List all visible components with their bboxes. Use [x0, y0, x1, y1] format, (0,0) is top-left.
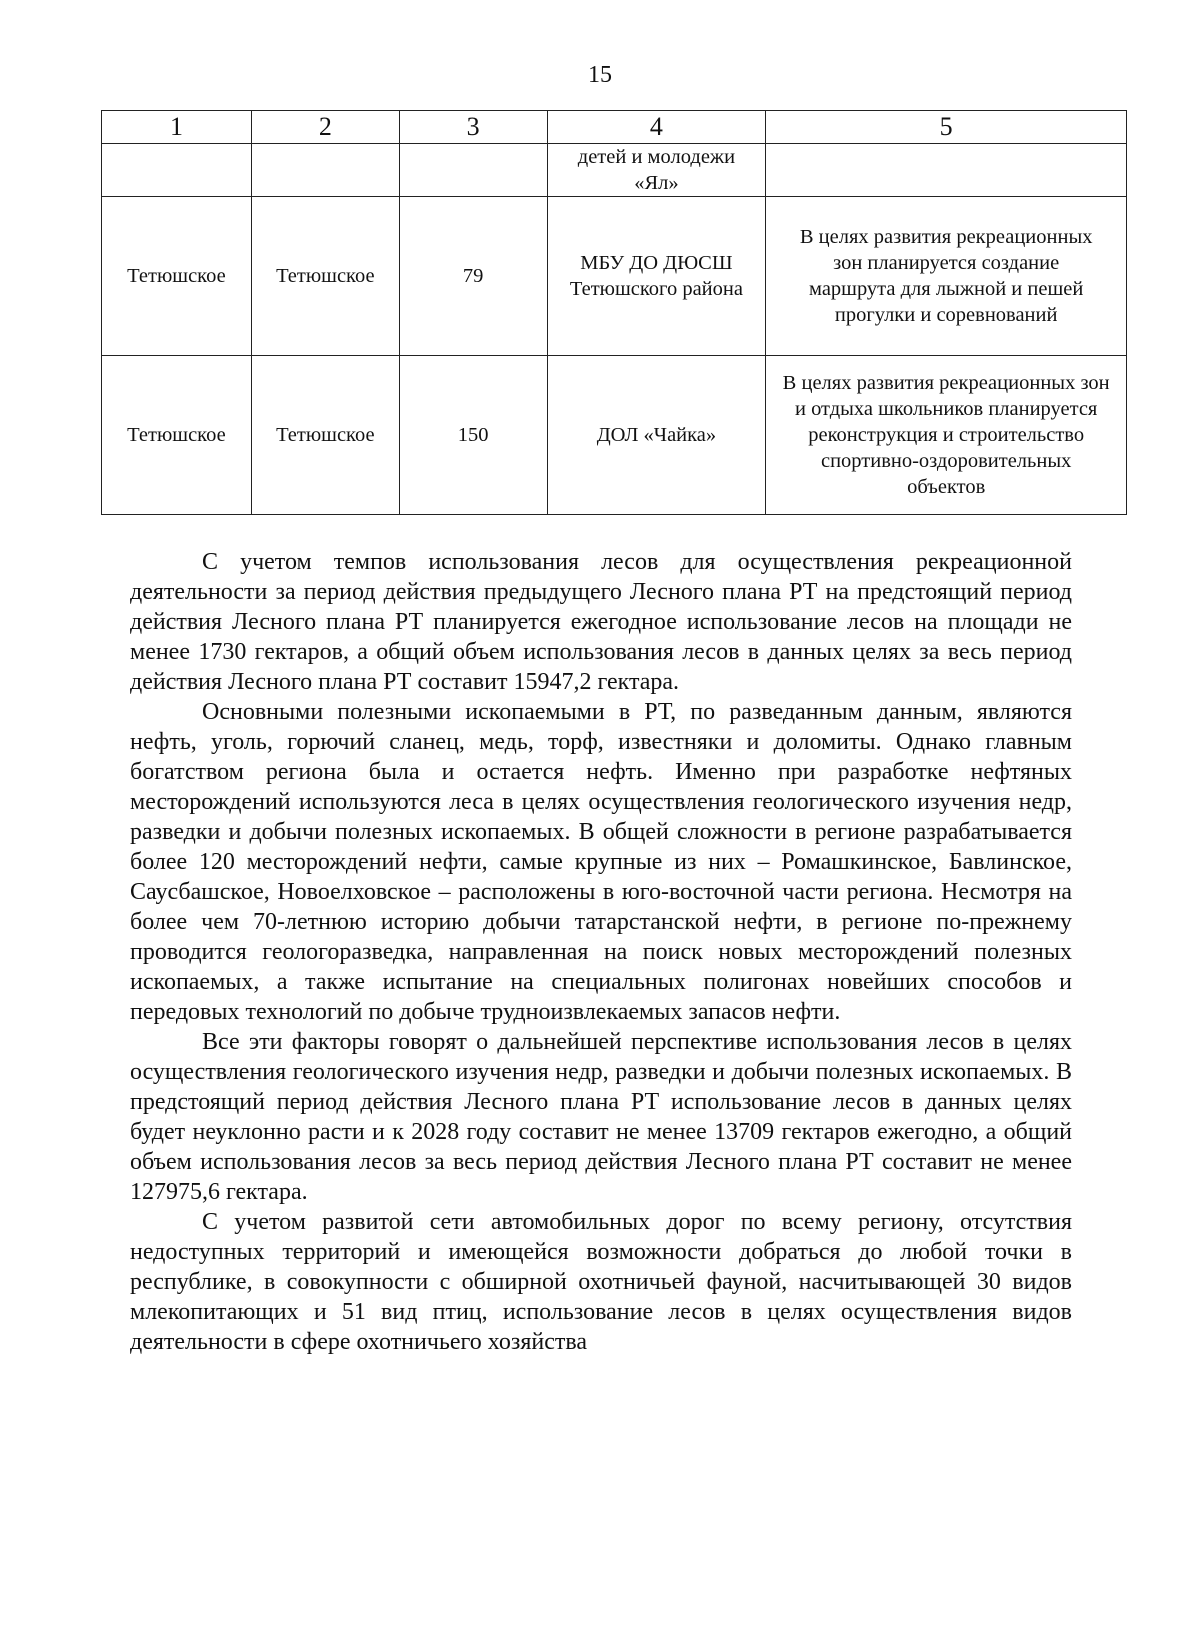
- table-cell: МБУ ДО ДЮСШ Тетюшского района: [547, 197, 766, 356]
- table-cell: 79: [399, 197, 547, 356]
- table-cell: [102, 144, 252, 197]
- table-cell: 150: [399, 356, 547, 515]
- table-cell: детей и молодежи «Ял»: [547, 144, 766, 197]
- forest-use-table: [101, 110, 1127, 515]
- table-row: [102, 197, 1127, 356]
- column-header: 2: [251, 111, 399, 144]
- table-cell: В целях развития рекреационных зон планируется создание маршрута для лыжной и пешей прогулки и соревнований: [766, 197, 1127, 356]
- table-cell: В целях развития рекреационных зон и отдыха школьников планируется реконструкция и строительство спортивно-оздоровительных объектов: [766, 356, 1127, 515]
- table-header-row: [102, 111, 1127, 144]
- table-row: [102, 144, 1127, 197]
- table-cell: ДОЛ «Чайка»: [547, 356, 766, 515]
- table-cell: Тетюшское: [102, 197, 252, 356]
- column-header: 5: [766, 111, 1127, 144]
- table-cell: [766, 144, 1127, 197]
- table-cell: [251, 144, 399, 197]
- column-header: 3: [399, 111, 547, 144]
- paragraph: С учетом темпов использования лесов для осуществления рекреационной деятельности за период действия предыдущего Лесного плана РТ на предстоящий период действия Лесного плана РТ планируется ежегодное использование лесов на площади не менее 1730 гектаров, а общий объем использования лесов в данных целях за весь период действия Лесного плана РТ составит 15947,2 гектара.: [130, 549, 1072, 695]
- page-number: 15: [588, 62, 612, 88]
- body-text: [130, 547, 1072, 1357]
- paragraph: Основными полезными ископаемыми в РТ, по разведанным данным, являются нефть, уголь, горючий сланец, медь, торф, известняки и доломиты. Однако главным богатством региона была и остается нефть. Именно при разработке нефтяных месторождений используются леса в целях осуществления геологического изучения недр, разведки и добычи полезных ископаемых. В общей сложности в регионе разрабатывается более 120 месторождений нефти, самые крупные из них – Ромашкинское, Бавлинское, Саусбашское, Новоелховское – расположены в юго-восточной части региона. Несмотря на более чем 70-летнюю историю добычи татарстанской нефти, в регионе по-прежнему проводится геологоразведка, направленная на поиск новых месторождений полезных ископаемых, а также испытание на специальных полигонах новейших способов и передовых технологий по добыче трудноизвлекаемых запасов нефти.: [130, 699, 1072, 1025]
- paragraph: С учетом развитой сети автомобильных дорог по всему региону, отсутствия недоступных территорий и имеющейся возможности добраться до любой точки в республике, в совокупности с обширной охотничьей фауной, насчитывающей 30 видов млекопитающих и 51 вид птиц, использование лесов в целях осуществления видов деятельности в сфере охотничьего хозяйства: [130, 1209, 1072, 1355]
- table-cell: Тетюшское: [102, 356, 252, 515]
- paragraph: Все эти факторы говорят о дальнейшей перспективе использования лесов в целях осуществления геологического изучения недр, разведки и добычи полезных ископаемых. В предстоящий период действия Лесного плана РТ использование лесов в данных целях будет неуклонно расти и к 2028 году составит не менее 13709 гектаров ежегодно, а общий объем использования лесов за весь период действия Лесного плана РТ составит не менее 127975,6 гектара.: [130, 1029, 1072, 1205]
- table-cell: Тетюшское: [251, 197, 399, 356]
- column-header: 4: [547, 111, 766, 144]
- table-row: [102, 356, 1127, 515]
- table-cell: [399, 144, 547, 197]
- table-cell: Тетюшское: [251, 356, 399, 515]
- column-header: 1: [102, 111, 252, 144]
